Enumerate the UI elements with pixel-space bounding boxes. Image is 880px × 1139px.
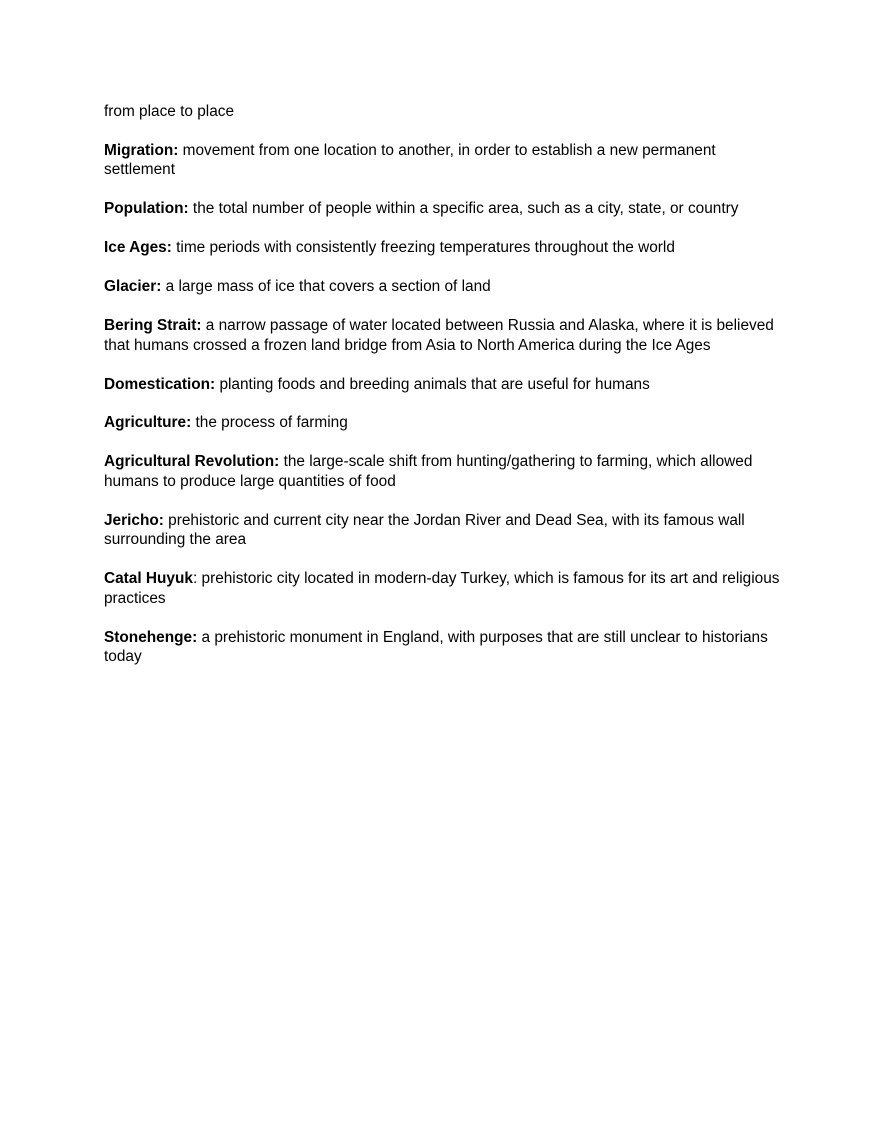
glossary-definition: the large-scale shift from hunting/gathering to farming, which allowed humans to produce large quantities of food: [104, 453, 753, 490]
glossary-definition: the process of farming: [191, 414, 348, 432]
glossary-entry-ice-ages: [104, 238, 784, 258]
glossary-term: Bering Strait:: [104, 317, 202, 335]
glossary-term: Domestication:: [104, 375, 216, 393]
glossary-term: Population:: [104, 200, 189, 218]
glossary-entry-jericho: [104, 511, 784, 550]
glossary-entry-agricultural-revolution: [104, 452, 784, 491]
continuation-text: from place to place: [104, 103, 235, 120]
glossary-entry-domestication: [104, 375, 784, 395]
glossary-entry-stonehenge: [104, 628, 784, 667]
glossary-term: Agricultural Revolution:: [104, 453, 280, 471]
glossary-definition: planting foods and breeding animals that are useful for humans: [215, 375, 650, 393]
glossary-definition: movement from one location to another, in order to establish a new permanent settlement: [104, 141, 716, 179]
glossary-term: Catal Huyuk: [104, 570, 193, 588]
glossary-entry-catal-huyuk: [104, 569, 784, 608]
glossary-entry-population: [104, 199, 784, 219]
glossary-term: Jericho:: [104, 511, 164, 529]
document-page: [104, 102, 784, 686]
glossary-entry-migration: [104, 141, 784, 180]
glossary-definition: a narrow passage of water located between Russia and Alaska, where it is believed that humans crossed a frozen land bridge from Asia to North America during the Ice Ages: [104, 317, 774, 354]
glossary-term: Stonehenge:: [104, 628, 198, 646]
glossary-definition: a prehistoric monument in England, with purposes that are still unclear to historians today: [104, 628, 768, 666]
glossary-entry-glacier: [104, 277, 784, 297]
glossary-entry-bering-strait: [104, 316, 784, 355]
glossary-definition: time periods with consistently freezing temperatures throughout the world: [171, 239, 675, 257]
glossary-definition: the total number of people within a specific area, such as a city, state, or country: [188, 200, 739, 218]
glossary-term: Agriculture:: [104, 414, 192, 432]
glossary-definition: a large mass of ice that covers a section of land: [161, 278, 491, 296]
glossary-term: Glacier:: [104, 278, 162, 296]
glossary-entry-agriculture: [104, 413, 784, 433]
glossary-term: Migration:: [104, 141, 179, 159]
glossary-definition: : prehistoric city located in modern-day Turkey, which is famous for its art and religious practices: [104, 570, 780, 607]
glossary-definition: prehistoric and current city near the Jordan River and Dead Sea, with its famous wall surrounding the area: [104, 511, 745, 549]
glossary-term: Ice Ages:: [104, 239, 172, 257]
